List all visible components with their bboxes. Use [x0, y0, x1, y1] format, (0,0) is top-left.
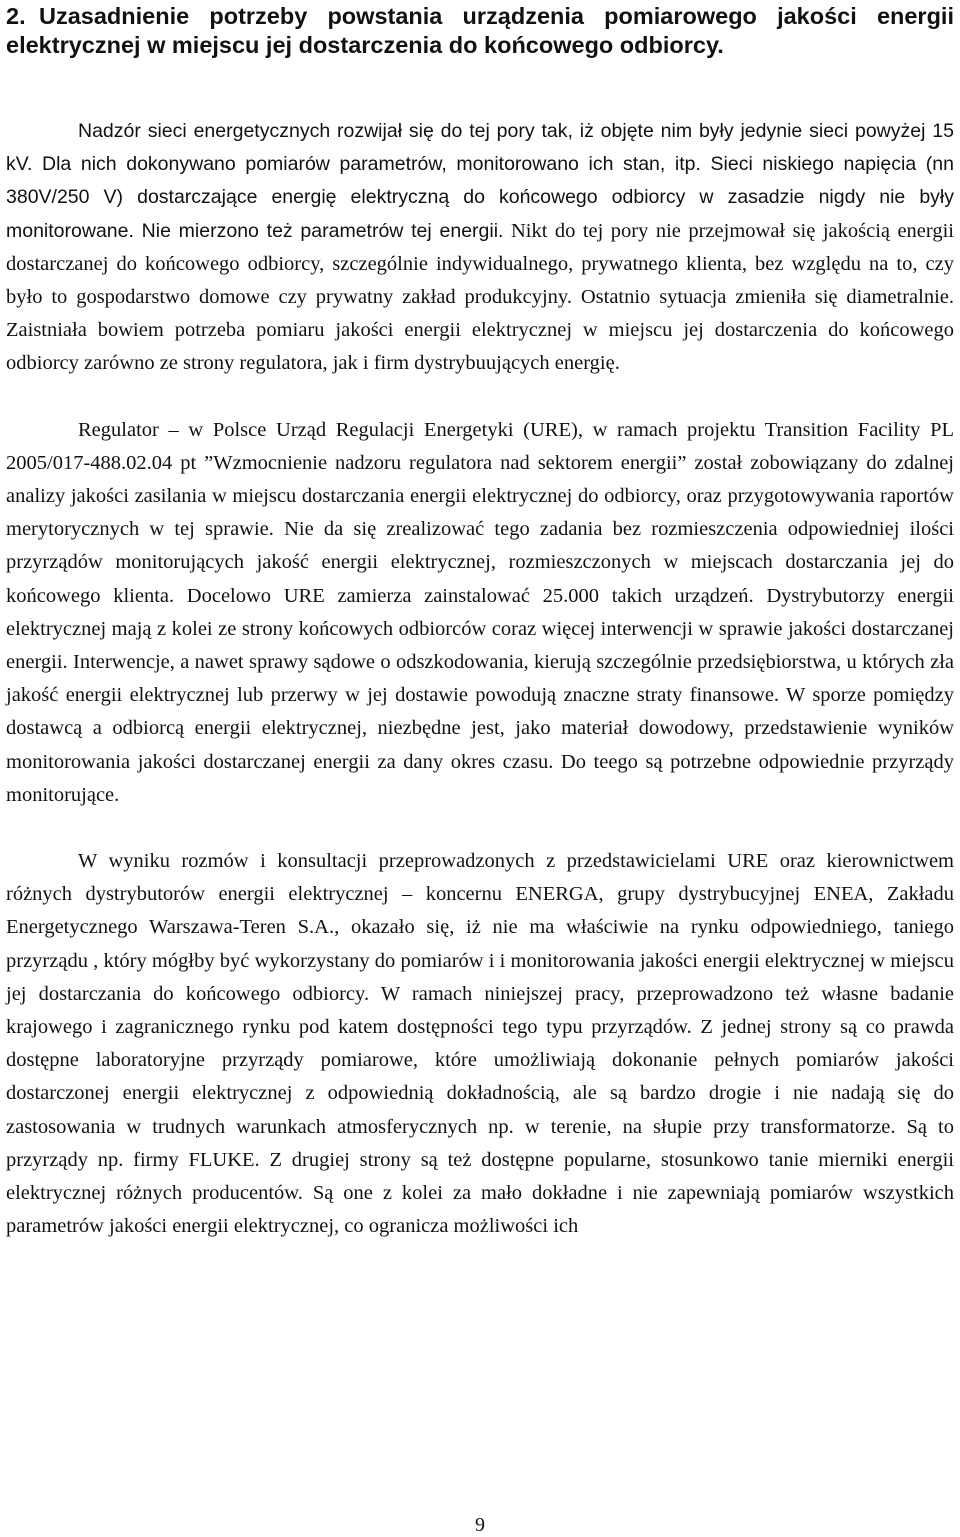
section-heading [6, 0, 954, 60]
paragraph-1 [6, 115, 954, 381]
paragraph-3: W wyniku rozmów i konsultacji przeprowadzonych z przedstawicielami URE oraz kierownictwem różnych dystrybutorów energii elektrycznej – koncernu ENERGA, grupy dystrybucyjnej ENEA, Zakładu Energetycznego Warszawa-Teren S.A., okazało się, iż nie ma właściwie na rynku odpowiedniego, taniego przyrządu , który mógłby być wykorzystany do pomiarów i i monitorowania jakości energii elektrycznej w miejscu jej dostarczania do końcowego odbiorcy. W ramach niniejszej pracy, przeprowadzono też własne badanie krajowego i zagranicznego rynku pod katem dostępności tego typu przyrządów. Z jednej strony są co prawda dostępne laboratoryjne przyrządy pomiarowe, które umożliwiają dokonanie pełnych pomiarów jakości dostarczonej energii elektrycznej z odpowiednią dokładnością, ale są bardzo drogie i nie nadają się do zastosowania w trudnych warunkach atmosferycznych np. w terenie, na słupie przy transformatorze. Są to przyrządy np. firmy FLUKE. Z drugiej strony są też dostępne popularne, stosunkowo tanie mierniki energii elektrycznej różnych producentów. Są one z kolei za mało dokładne i nie zapewniają pomiarów wszystkich parametrów jakości energii elektrycznej, co ogranicza możliwości ich [6, 850, 954, 1238]
page-number: 9 [475, 1514, 485, 1536]
paragraph-1-serif-part: Nikt do tej pory nie przejmował się jakością energii dostarczanej do końcowego odbiorcy, szczególnie indywidualnego, prywatnego klienta, bez względu na to, czy było to gospodarstwo domowe czy prywatny zakład produkcyjny. Ostatnio sytuacja zmieniła się diametralnie. Zaistniała bowiem potrzeba pomiaru jakości energii elektrycznej w miejscu jej dostarczenia do końcowego odbiorcy zarówno ze strony regulatora, jak i firm dystrybuujących energię. [6, 219, 955, 375]
section-number: 2. [6, 3, 26, 29]
paragraph-2: Regulator – w Polsce Urząd Regulacji Energetyki (URE), w ramach projektu Transition Facility PL 2005/017-488.02.04 pt ”Wzmocnienie nadzoru regulatora nad sektorem energii” został zobowiązany do zdalnej analizy jakości zasilania w miejscu dostarczania energii elektrycznej do odbiorcy, oraz przygotowywania raportów merytorycznych w tej sprawie. Nie da się zrealizować tego zadania bez rozmieszczenia odpowiedniej ilości przyrządów monitorujących jakość energii elektrycznej, rozmieszczonych w miejscach dostarczania jej do końcowego klienta. Docelowo URE zamierza zainstalować 25.000 takich urządzeń. Dystrybutorzy energii elektrycznej mają z kolei ze strony końcowych odbiorców coraz więcej interwencji w sprawie jakości dostarczanej energii. Interwencje, a nawet sprawy sądowe o odszkodowania, kierują szczególnie przedsiębiorstwa, u których zła jakość energii elektrycznej lub przerwy w jej dostawie powodują znaczne straty finansowe. W sporze pomiędzy dostawcą a odbiorcą energii elektrycznej, niezbędne jest, jako materiał dowodowy, przedstawienie wyników monitorowania jakości dostarczanej energii za dany okres czasu. Do teego są potrzebne odpowiednie przyrządy monitorujące. [6, 418, 954, 806]
paragraph-1-sans-part: Nadzór sieci energetycznych rozwijał się do tej pory tak, iż objęte nim były jedynie sieci powyżej 15 kV. Dla nich dokonywano pomiarów parametrów, monitorowano ich stan, itp. Sieci niskiego napięcia (nn 380V/250 V) dostarczające energię elektryczną do końcowego odbiorcy w zasadzie nigdy nie były monitorowane. Nie mierzono też parametrów tej energii. [6, 120, 954, 242]
section-title: Uzasadnienie potrzeby powstania urządzenia pomiarowego jakości energii elektrycznej w miejscu jej dostarczenia do końcowego odbiorcy. [6, 3, 954, 58]
document-page [6, 0, 954, 1244]
